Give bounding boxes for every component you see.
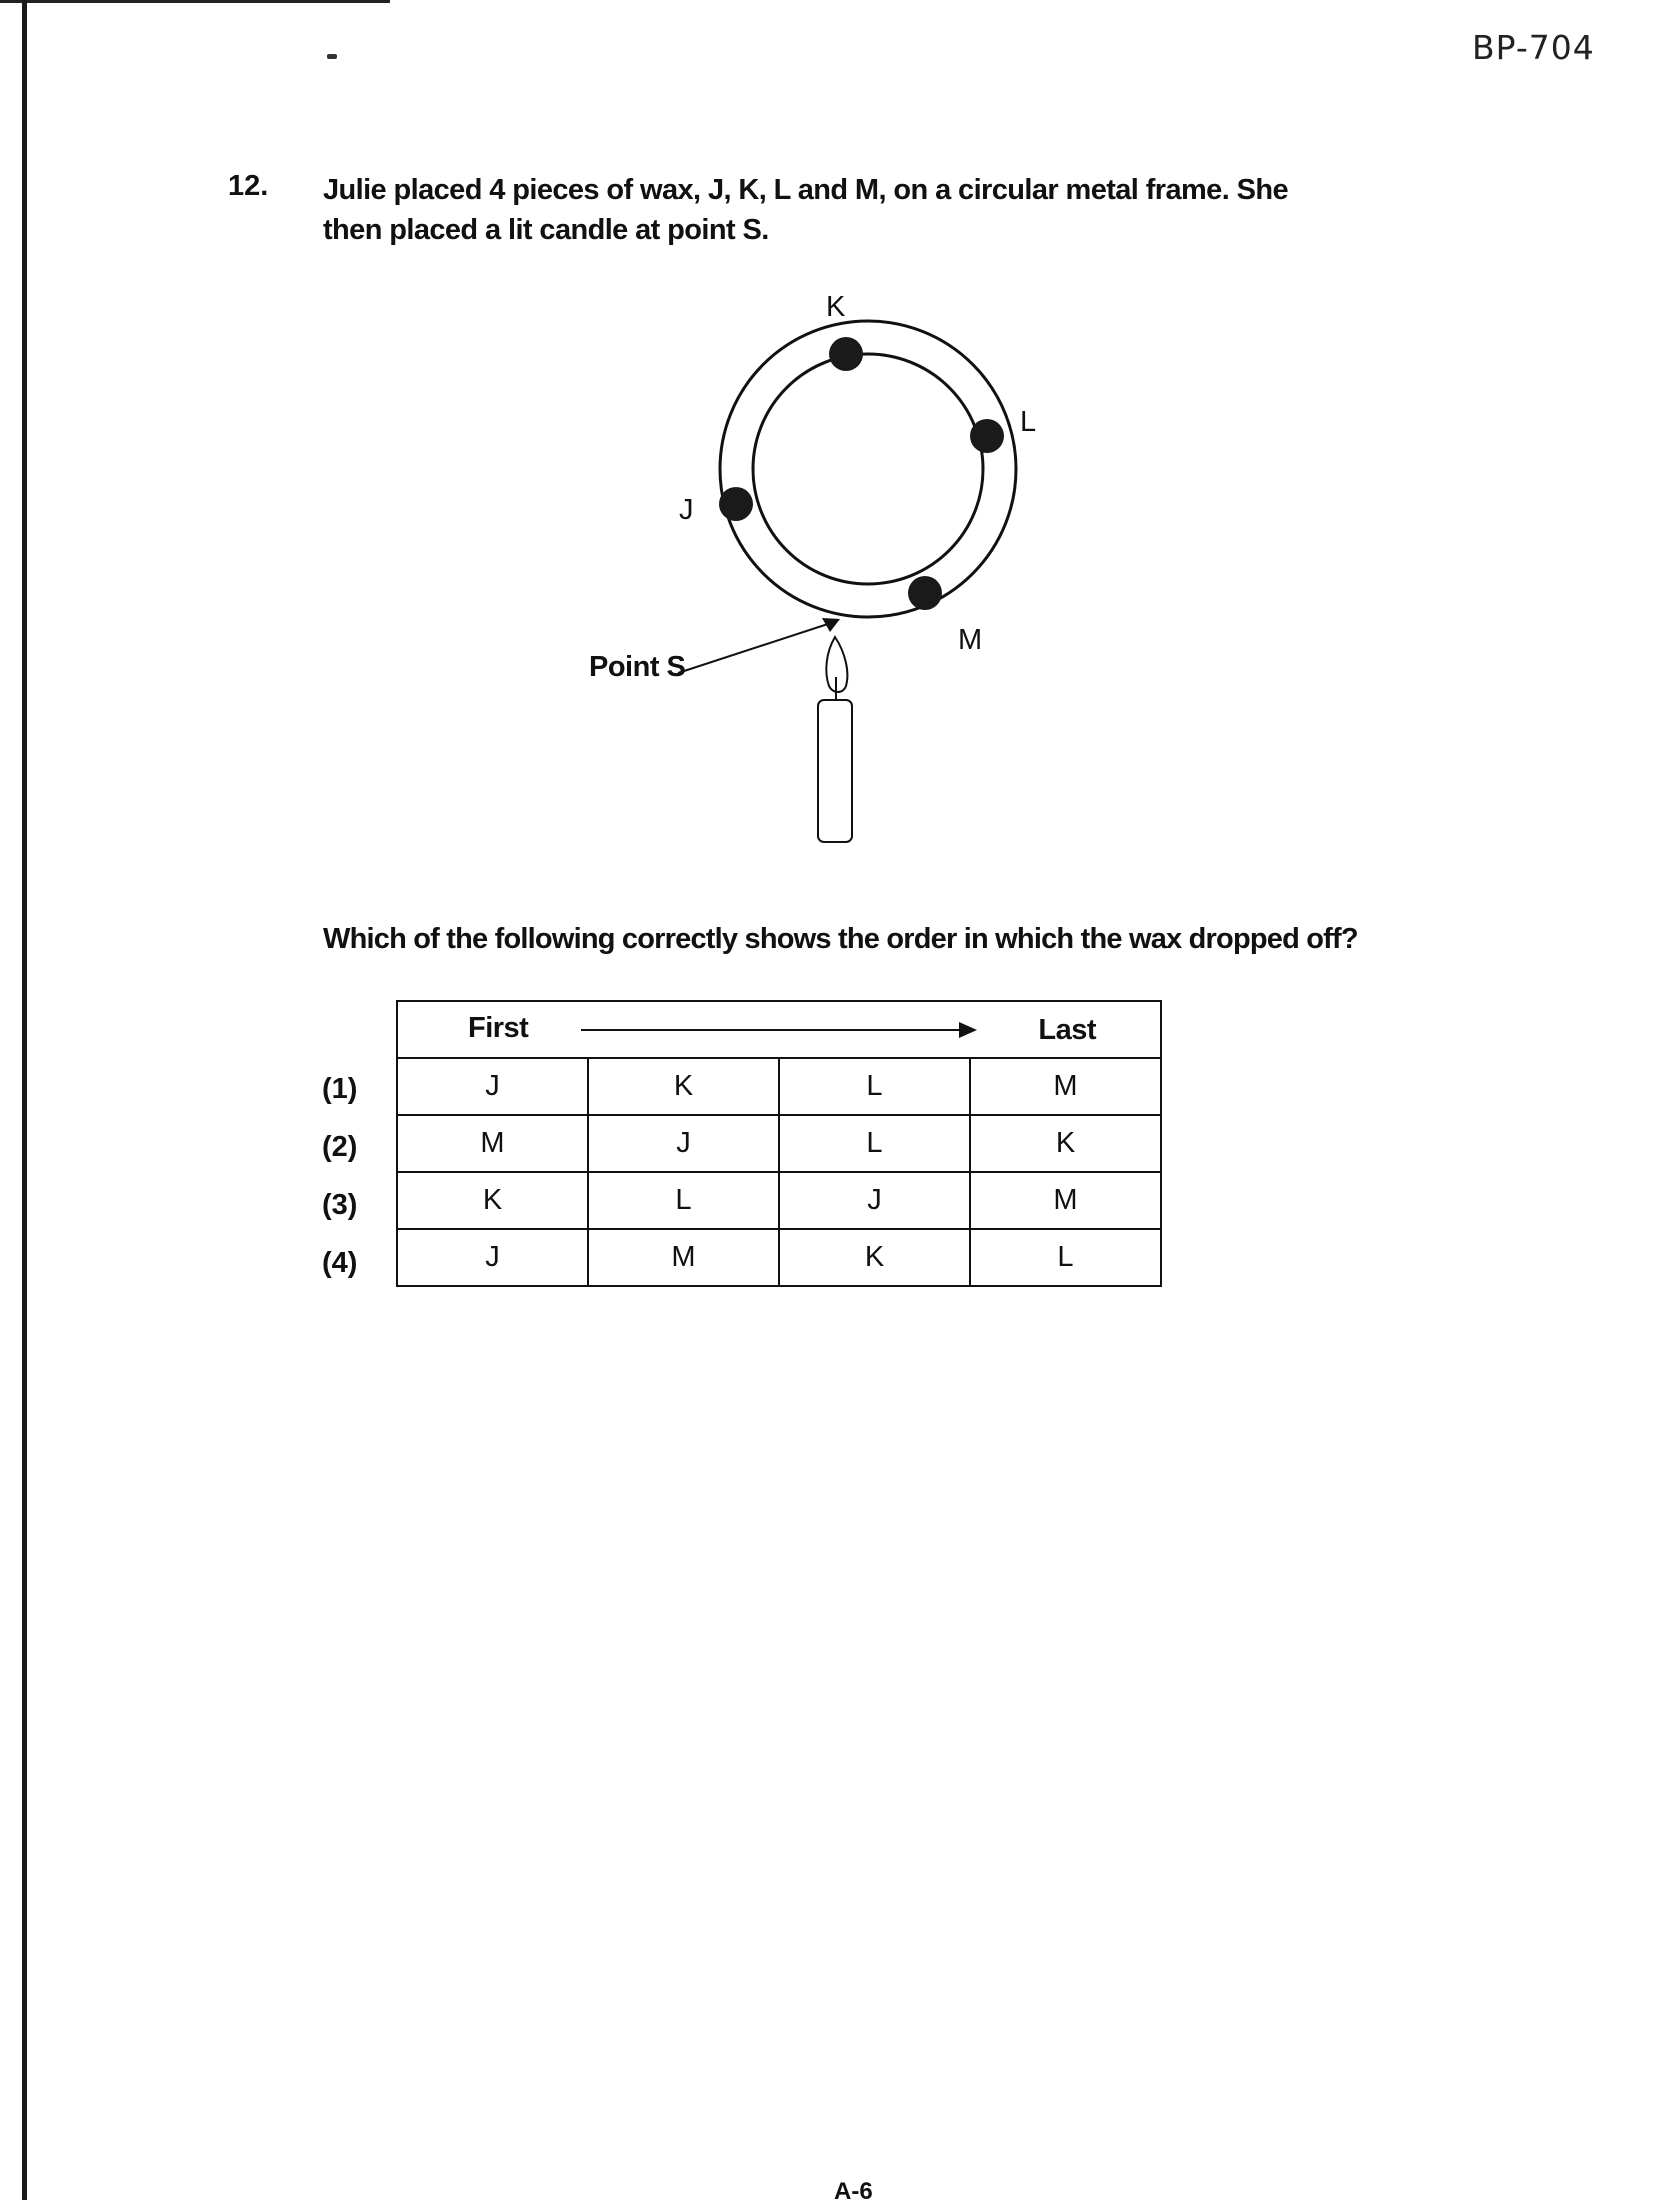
candle-body [818,700,852,842]
option-3-cell-1: K [397,1172,588,1229]
wax-piece-k [829,337,863,371]
table-row [397,1229,1161,1286]
option-4-cell-4: L [970,1229,1161,1286]
header-last: Last [1038,1014,1096,1046]
inner-metal-ring [753,354,983,584]
option-4-cell-3: K [779,1229,970,1286]
wax-piece-j [719,487,753,521]
option-1-cell-3: L [779,1058,970,1115]
option-3-cell-2: L [588,1172,779,1229]
header-first: First [468,1012,529,1044]
label-l: L [1020,406,1037,438]
wax-ring-diagram [0,0,1654,900]
table-row [397,1058,1161,1115]
label-point-s: Point S [589,651,686,683]
table-header-cell [397,1001,1161,1058]
question-prompt: Which of the following correctly shows the order in which the wax dropped off? [323,923,1358,955]
outer-metal-ring [720,321,1016,617]
page-code: BP-704 [1472,28,1595,67]
option-label-2[interactable]: (2) [322,1131,358,1163]
option-2-cell-1: M [397,1115,588,1172]
wax-piece-l [970,419,1004,453]
option-3-cell-3: J [779,1172,970,1229]
table-header-row [397,1001,1161,1058]
option-4-cell-2: M [588,1229,779,1286]
point-s-pointer-line [678,622,834,673]
label-k: K [826,291,846,323]
question-line-2: then placed a lit candle at point S. [323,214,769,246]
option-2-cell-2: J [588,1115,779,1172]
label-m: M [958,624,983,656]
order-arrow [581,1029,973,1031]
option-label-3[interactable]: (3) [322,1189,358,1221]
label-j: J [679,494,694,526]
option-label-4[interactable]: (4) [322,1247,358,1279]
option-2-cell-4: K [970,1115,1161,1172]
option-3-cell-4: M [970,1172,1161,1229]
table-row [397,1115,1161,1172]
option-label-1[interactable]: (1) [322,1073,358,1105]
page-footer-number: A-6 [834,2178,873,2205]
table-row [397,1172,1161,1229]
option-4-cell-1: J [397,1229,588,1286]
option-1-cell-4: M [970,1058,1161,1115]
wax-piece-m [908,576,942,610]
answer-options-table [396,1000,1162,1287]
question-number: 12. [228,170,269,202]
option-1-cell-2: K [588,1058,779,1115]
question-line-1: Julie placed 4 pieces of wax, J, K, L and M, on a circular metal frame. She [323,174,1289,206]
option-1-cell-1: J [397,1058,588,1115]
option-2-cell-3: L [779,1115,970,1172]
